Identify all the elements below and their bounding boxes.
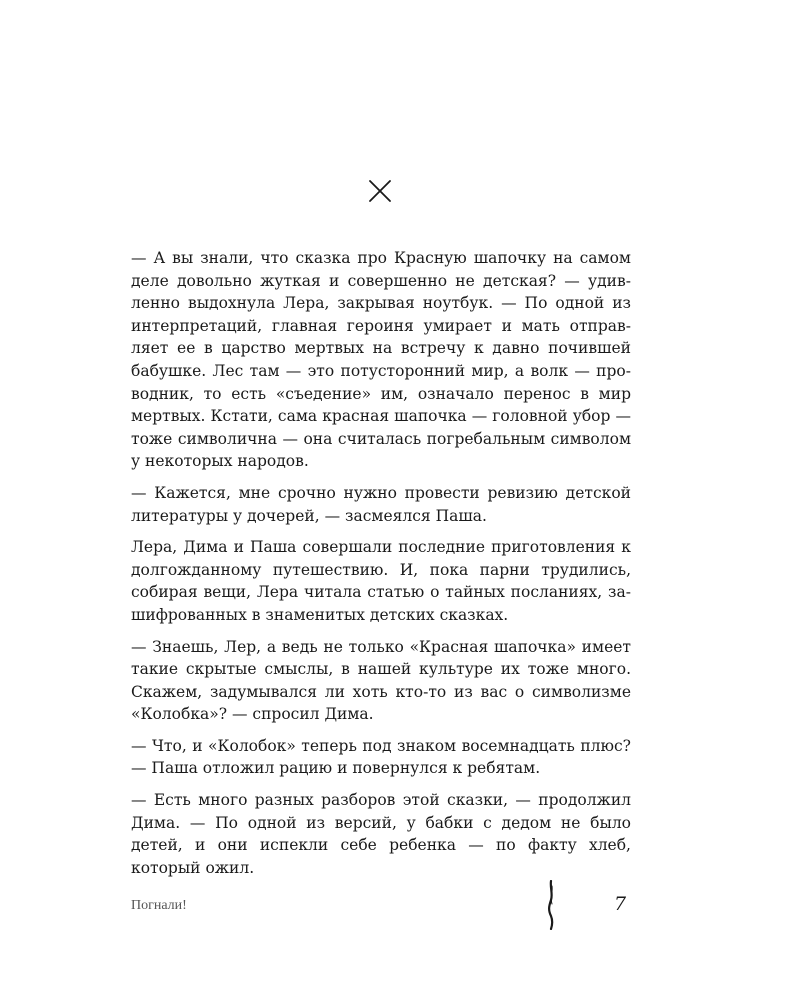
paragraph-6: — Есть много разных разборов этой сказки, — продолжил Дима. — По одной из версий, у бабки с дедом не было детей, и они испекли себе ребенка — по факту хлеб, который ожил. — [131, 791, 631, 877]
book-text — [131, 247, 631, 888]
page-number: 7 — [614, 893, 627, 915]
paragraph-5: — Что, и «Колобок» теперь под знаком восемнадцать плюс? — Паша отложил рацию и повернулся к ребятам. — [131, 736, 631, 778]
running-footer-title: Погнали! — [131, 898, 187, 913]
paragraph-4: — Знаешь, Лер, а ведь не только «Красная шапочка» имеет такие скрытые смыслы, в нашей культуре их тоже много. Скажем, задумывался ли хоть кто-то из вас о символизме «Колобка»? — спросил Дима. — [131, 637, 631, 724]
paragraph-2: — Кажется, мне срочно нужно провести ревизию детской литературы у дочерей, — засмеялся Паша. — [131, 483, 631, 525]
brush-stroke-divider — [544, 880, 558, 930]
cross-ornament-icon — [367, 178, 393, 204]
paragraph-3: Лера, Дима и Паша совершали последние приготовления к долгожданному путешествию. И, пока парни трудились, собирая вещи, Лера читала статью о тайных посланиях, зашифрованных в знаменитых детских сказках. — [131, 538, 631, 624]
paragraph-1: — А вы знали, что сказка про Красную шапочку на самом деле довольно жуткая и совершенно не детская? — удивленно выдохнула Лера, закрывая ноутбук. — По одной из интерпретаций, главная героиня умирает и мать отправляет ее в царство мертвых на встречу к давно почившей бабушке. Лес там — это потусторонний мир, а волк — проводник, то есть «съедение» им, означало перенос в мир мертвых. Кстати, сама красная шапочка — головной убор — тоже символична — она считалась погребальным символом у некоторых народов. — [131, 249, 631, 471]
